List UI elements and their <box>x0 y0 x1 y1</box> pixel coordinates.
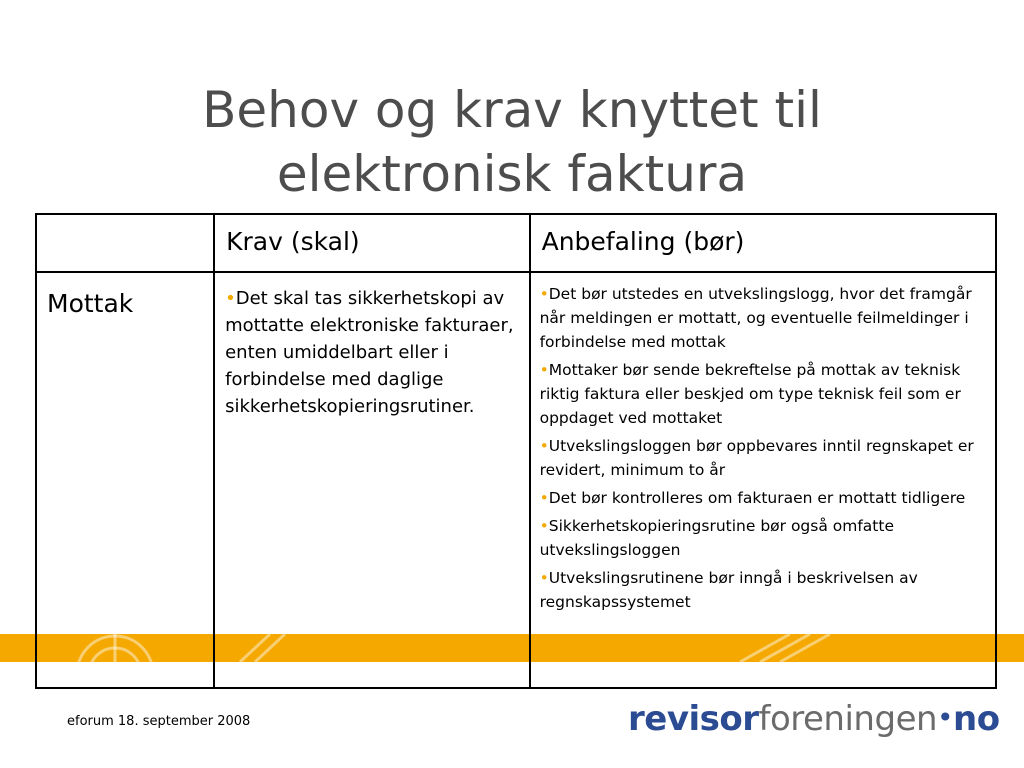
bullet-icon: • <box>539 517 549 535</box>
slide-title <box>0 78 1024 206</box>
krav-item: •Det skal tas sikkerhetskopi av mottatte elektroniske fakturaer, enten umiddelbart eller i forbindelse med daglige sikkerhetskopieringsrutiner. <box>225 288 514 417</box>
header-anbefaling-label: Anbefaling (bør) <box>541 227 745 256</box>
header-cell-krav <box>214 214 529 272</box>
logo-part-revisor: revisor <box>628 699 759 739</box>
logo-part-foreningen: foreningen <box>758 699 938 739</box>
revisorforeningen-logo <box>628 698 1000 739</box>
bullet-icon: • <box>225 288 236 309</box>
anbefaling-item: •Det bør kontrolleres om fakturaen er mottatt tidligere <box>539 489 966 507</box>
requirements-table <box>35 213 997 689</box>
anbefaling-item: •Det bør utstedes en utvekslingslogg, hvor det framgår når meldingen er mottatt, og eventuelle feilmeldinger i forbindelse med mottak <box>539 285 972 351</box>
row-label-cell <box>36 272 214 688</box>
logo-part-no: no <box>953 699 1000 739</box>
header-cell-empty <box>36 214 214 272</box>
anbefaling-item: •Mottaker bør sende bekreftelse på mottak av teknisk riktig faktura eller beskjed om type teknisk feil som er oppdaget ved mottaket <box>539 361 961 427</box>
krav-cell <box>214 272 529 688</box>
row-label: Mottak <box>47 289 134 318</box>
footer-date: eforum 18. september 2008 <box>67 714 251 729</box>
bullet-icon: • <box>539 361 549 379</box>
header-krav-label: Krav (skal) <box>226 227 360 256</box>
title-line-2: elektronisk faktura <box>276 145 748 203</box>
table-header-row <box>36 214 996 272</box>
bullet-icon: • <box>539 569 549 587</box>
anbefaling-item: •Utvekslingsloggen bør oppbevares inntil regnskapet er revidert, minimum to år <box>539 437 974 479</box>
anbefaling-item: •Utvekslingsrutinene bør inngå i beskrivelsen av regnskapssystemet <box>539 569 918 611</box>
bullet-icon: • <box>539 285 549 303</box>
logo-dot-icon: • <box>937 701 954 734</box>
bullet-icon: • <box>539 489 549 507</box>
anbefaling-cell <box>530 272 996 688</box>
bullet-icon: • <box>539 437 549 455</box>
header-cell-anbefaling <box>530 214 996 272</box>
anbefaling-item: •Sikkerhetskopieringsrutine bør også omfatte utvekslingsloggen <box>539 517 894 559</box>
title-line-1: Behov og krav knyttet til <box>202 81 822 139</box>
table-row-mottak <box>36 272 996 688</box>
